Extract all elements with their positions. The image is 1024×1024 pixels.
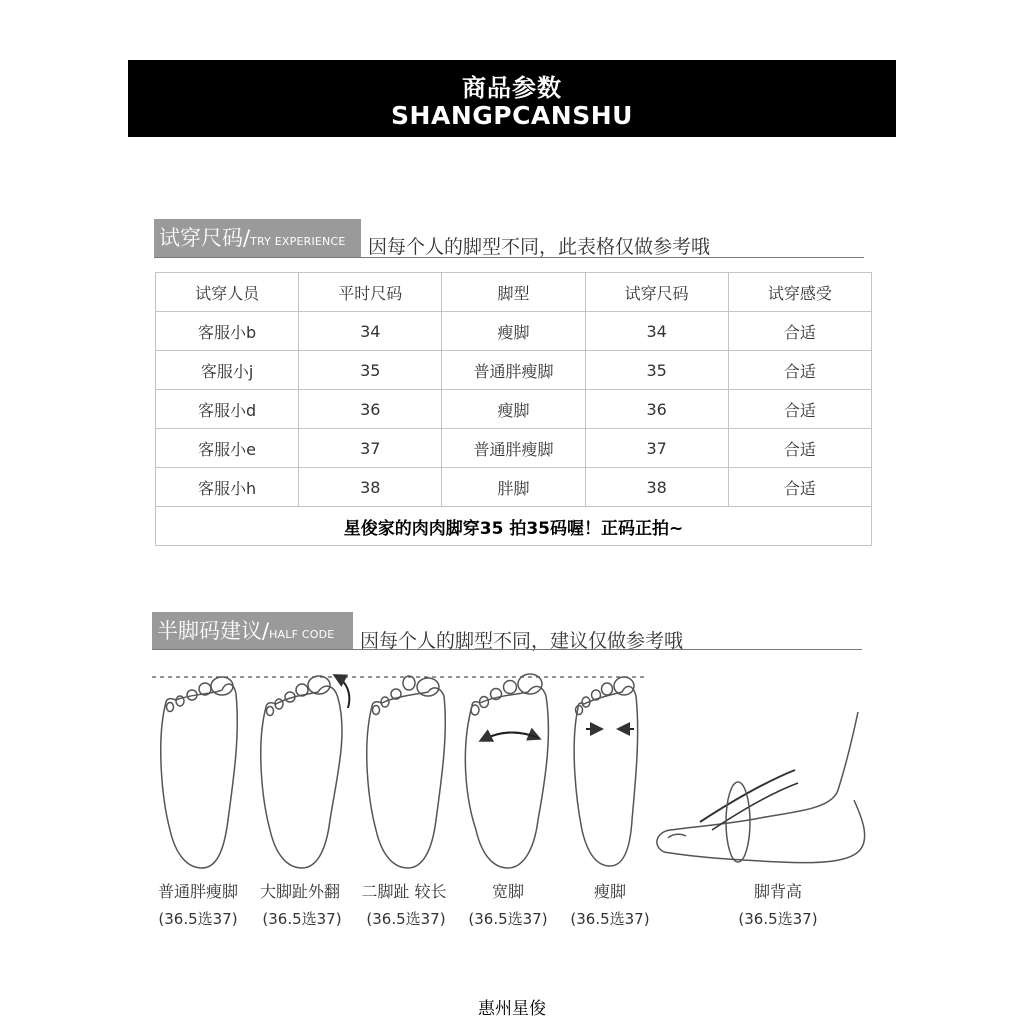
foot-label: 脚背高 [753,882,802,901]
table-cell: 瘦脚 [442,390,585,429]
trial-section-note: 因每个人的脚型不同，此表格仅做参考哦 [368,236,711,258]
column-header: 试穿感受 [728,273,871,312]
column-header: 试穿尺码 [585,273,728,312]
foot-advice: (36.5选37) [262,910,342,928]
foot-wide-icon [465,674,548,868]
table-cell: 合适 [728,312,871,351]
foot-advice: (36.5选37) [738,910,818,928]
foot-high-instep-icon [657,712,865,863]
foot-label: 宽脚 [491,882,524,901]
table-cell: 客服小e [156,429,299,468]
half-size-section-note: 因每个人的脚型不同，建议仅做参考哦 [360,630,684,652]
table-footnote: 星俊家的肉肉脚穿35 拍35码喔！正码正拍~ [156,507,872,546]
column-header: 脚型 [442,273,585,312]
trial-tag-cn: 试穿尺码/ [159,226,251,250]
column-header: 试穿人员 [156,273,299,312]
foot-advice: (36.5选37) [570,910,650,928]
half-tag-en: HALF CODE [269,628,335,641]
foot-narrow-icon [574,677,638,866]
table-cell: 胖脚 [442,468,585,507]
foot-advice: (36.5选37) [468,910,548,928]
table-cell: 37 [585,429,728,468]
table-cell: 合适 [728,468,871,507]
foot-label: 瘦脚 [593,882,626,901]
page-title: 商品参数 [462,74,562,102]
foot-normal-icon [161,677,238,868]
trial-tag-en: TRY EXPERIENCE [250,235,346,248]
foot-long-second-toe-icon [367,676,446,868]
page-subtitle: SHANGPCANSHU [391,101,633,130]
table-cell: 38 [299,468,442,507]
foot-label: 大脚趾外翻 [259,882,340,901]
table-cell: 合适 [728,390,871,429]
table-cell: 客服小j [156,351,299,390]
foot-label: 普通胖瘦脚 [157,882,238,901]
table-cell: 35 [299,351,442,390]
table-cell: 普通胖瘦脚 [442,429,585,468]
footer-brand: 惠州星俊 [478,999,546,1019]
table-cell: 34 [299,312,442,351]
table-cell: 客服小d [156,390,299,429]
column-header: 平时尺码 [299,273,442,312]
foot-bunion-icon [261,676,350,868]
half-tag-cn: 半脚码建议/ [157,619,270,643]
table-cell: 38 [585,468,728,507]
foot-advice: (36.5选37) [366,910,446,928]
table-cell: 36 [299,390,442,429]
table-cell: 合适 [728,351,871,390]
table-cell: 客服小h [156,468,299,507]
table-cell: 36 [585,390,728,429]
foot-label: 二脚趾 较长 [361,882,447,901]
table-cell: 合适 [728,429,871,468]
foot-advice: (36.5选37) [158,910,238,928]
table-cell: 瘦脚 [442,312,585,351]
table-cell: 34 [585,312,728,351]
table-cell: 35 [585,351,728,390]
table-cell: 客服小b [156,312,299,351]
table-cell: 普通胖瘦脚 [442,351,585,390]
table-cell: 37 [299,429,442,468]
